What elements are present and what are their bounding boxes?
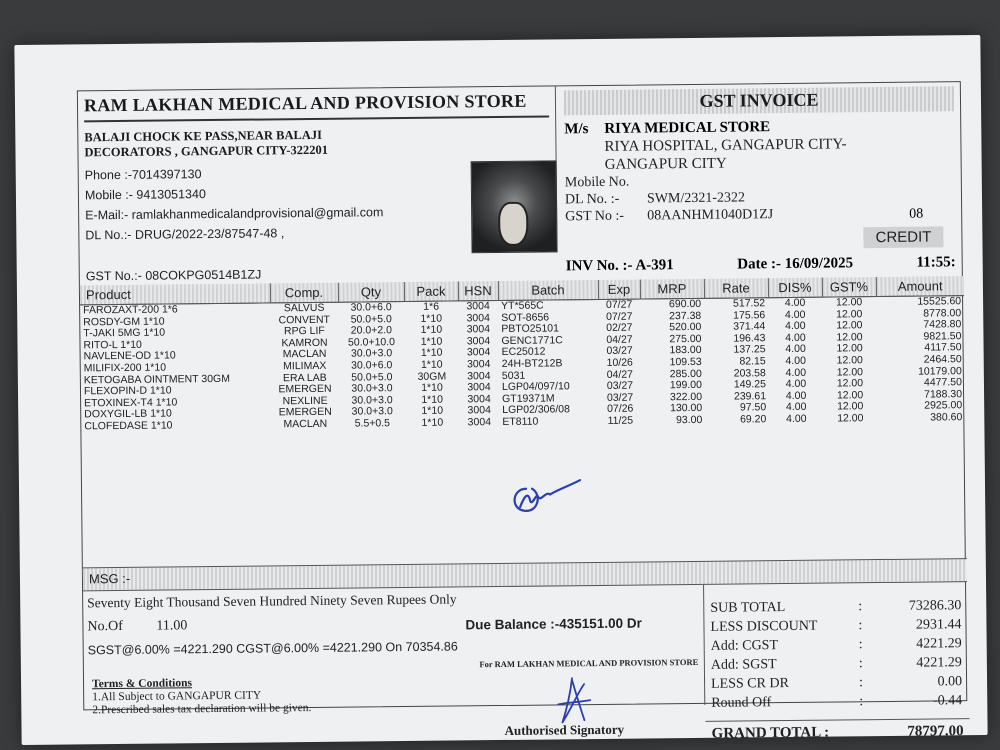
totals-colon: : [859,674,864,690]
cell-comp: MACLAN [283,417,328,431]
cell-exp: 10/26 [606,356,633,369]
cell-gst: 12.00 [835,296,863,309]
totals-label: Add: SGST [710,656,777,673]
cell-dis: 4.00 [785,343,806,356]
cell-comp: SALVUS [283,301,325,315]
cell-mrp: 275.00 [669,332,702,346]
cell-exp: 07/26 [607,402,634,416]
signature-mark [544,674,605,725]
cell-comp: KAMRON [281,336,328,350]
cell-rate: 137.25 [733,343,766,356]
mobile-label: Mobile No. [564,174,630,191]
cell-batch: SOT-8656 [501,311,550,324]
cell-hsn: 3004 [467,369,491,382]
cell-pack: 1*10 [420,346,443,360]
cell-mrp: 93.00 [675,413,703,427]
cell-hsn: 3004 [467,392,491,406]
buyer-name: RIYA MEDICAL STORE [604,119,771,137]
cell-mrp: 237.38 [669,309,702,322]
buyer-address-1: RIYA HOSPITAL, GANGAPUR CITY- [604,136,847,155]
seller-phone: Phone :-7014397130 [84,167,202,183]
cell-exp: 07/27 [605,298,633,311]
cell-amount: 2464.50 [923,353,962,366]
invoice-title: GST INVOICE [564,86,954,115]
authorised-signatory: Authorised Signatory [504,721,625,738]
col-dis: DIS% [768,278,822,298]
cell-rate: 82.15 [739,355,766,368]
cell-product: KETOGABA OINTMENT 30GM [83,372,230,386]
cell-gst: 12.00 [836,365,864,379]
cell-rate: 203.58 [733,366,766,380]
cell-pack: 1*10 [420,323,443,337]
col-mrp: MRP [640,279,704,299]
footer-left [83,585,704,738]
invoice-date: Date :- 16/09/2025 [737,254,854,273]
totals-label: Add: CGST [710,637,779,654]
cell-product: CLOFEDASE 1*10 [84,419,173,433]
cell-comp: CONVENT [278,313,330,326]
cell-amount: 7428.80 [923,318,962,331]
cell-comp: MILIMAX [283,359,327,373]
message-bar: MSG :- [83,558,967,591]
cell-hsn: 3004 [466,300,490,313]
totals-label: LESS CR DR [711,675,789,692]
cell-amount: 15525.60 [917,295,962,308]
payment-mode-badge: CREDIT [863,226,943,248]
invoice-time: 11:55: [916,253,956,271]
cell-mrp: 199.00 [669,379,703,392]
cell-qty: 50.0+5.0 [350,312,392,326]
deity-photo [471,160,558,253]
cell-batch: EC25012 [501,345,546,359]
cell-comp: EMERGEN [278,382,332,396]
col-hsn: HSN [458,281,498,301]
cell-pack: 1*10 [421,404,444,418]
cell-mrp: 183.00 [669,344,702,357]
cell-rate: 371.44 [733,320,766,333]
cell-amount: 380.60 [930,411,963,424]
term-2: 2.Prescribed sales tax declaration will be given. [92,702,312,717]
cell-gst: 12.00 [836,307,863,321]
invoice-frame [77,81,967,742]
col-product: Product [80,283,270,304]
cell-rate: 97.50 [739,401,767,414]
cell-qty: 30.0+6.0 [350,301,392,314]
cell-qty: 50.0+10.0 [347,335,396,349]
cell-dis: 4.00 [784,308,806,321]
cell-qty: 30.0+3.0 [351,382,393,395]
cell-qty: 30.0+3.0 [351,393,393,407]
item-count-value: 11.00 [156,618,188,634]
dl-value: SWM/2321-2322 [646,190,746,207]
cell-amount: 10179.00 [917,364,962,378]
seller-email: E-Mail:- ramlakhanmedicalandprovisional@gmail.com [85,205,384,223]
totals-value: 4221.29 [916,654,962,671]
col-qty: Qty [338,282,404,302]
terms-title: Terms & Conditions [91,677,193,691]
cell-rate: 149.25 [733,378,767,391]
cell-dis: 4.00 [785,354,806,367]
totals-value: 2931.44 [915,616,962,633]
buyer-gst-row [565,205,955,225]
cell-hsn: 3004 [466,334,491,348]
totals-colon: : [858,636,863,652]
cell-pack: 1*6 [423,300,440,313]
invoice-number-row [558,248,964,280]
cell-pack: 1*10 [420,312,443,325]
gst-label: GST No :- [565,208,625,225]
cell-batch: PBTO25101 [501,322,560,336]
cell-hsn: 3004 [466,346,491,359]
cell-product: ROSDY-GM 1*10 [83,315,165,328]
cell-batch: GT19371M [502,392,555,405]
cell-product: FAROZAXT-200 1*6 [83,303,178,317]
cell-exp: 03/27 [606,379,634,393]
cell-hsn: 3004 [467,416,492,429]
cell-batch: LGP04/097/10 [501,380,570,394]
totals-value: 0.00 [937,673,963,689]
terms-block [92,675,311,716]
cell-amount: 9821.50 [923,329,962,343]
cell-batch: 5031 [501,369,526,382]
grand-total-value: 78797.00 [907,723,964,740]
cell-gst: 12.00 [836,342,863,355]
totals-label: SUB TOTAL [710,599,786,616]
seller-mobile: Mobile :- 9413051340 [84,187,206,203]
cell-exp: 11/25 [607,414,634,427]
cell-amount: 4117.50 [924,341,962,354]
deity-face-shape [498,202,528,246]
totals-label: LESS DISCOUNT [710,618,818,635]
invoice-paper [14,35,987,745]
totals-colon: : [858,598,863,614]
handwritten-initial-mark [502,466,603,517]
cell-mrp: 520.00 [669,321,702,334]
cell-pack: 1*10 [421,381,443,394]
item-count-label: No.Of [87,618,123,635]
cell-gst: 12.00 [836,377,864,390]
items-table [80,276,965,433]
col-rate: Rate [704,278,768,298]
cell-batch: ET8110 [502,415,539,428]
totals-value: -0.44 [933,692,963,708]
totals-colon: : [859,693,864,709]
cell-exp: 03/27 [606,391,634,404]
cell-batch: GENC1771C [501,334,563,347]
cell-rate: 517.52 [732,297,766,310]
cell-hsn: 3004 [466,311,490,324]
cell-pack: 1*10 [420,358,443,371]
cell-rate: 239.61 [733,389,767,403]
cell-amount: 2925.00 [924,399,963,412]
cell-dis: 4.00 [785,366,807,379]
cell-dis: 4.00 [785,377,807,391]
buyer-address-2: GANGAPUR CITY [604,155,727,173]
cell-product: NAVLENE-OD 1*10 [83,349,176,363]
cell-amount: 4477.50 [923,376,963,389]
cell-gst: 12.00 [836,388,864,402]
cell-mrp: 322.00 [669,390,703,403]
ms-label: M/s [564,121,589,138]
cell-pack: 1*10 [421,416,444,429]
cell-product: T-JAKI 5MG 1*10 [83,326,166,340]
col-amount: Amount [876,276,964,296]
cell-product: RITO-L 1*10 [83,338,142,352]
cell-qty: 30.0+6.0 [351,359,393,372]
cell-pack: 1*10 [420,335,443,348]
cell-hsn: 3004 [467,381,491,394]
cell-exp: 02/27 [606,321,633,335]
cell-comp: RPG LIF [283,325,325,338]
cell-comp: EMERGEN [278,406,332,419]
cell-qty: 20.0+2.0 [350,324,393,337]
cell-dis: 4.00 [785,319,806,333]
cell-batch: 24H-BT212B [501,357,563,370]
seller-dl-no: DL No.:- DRUG/2022-23/87547-48 , [85,226,285,243]
grand-total-row [705,718,969,745]
term-1: 1.All Subject to GANGAPUR CITY [92,689,262,704]
cell-dis: 4.00 [785,389,807,402]
cell-amount: 7188.30 [924,387,963,401]
cell-mrp: 690.00 [668,297,702,311]
totals-colon: : [858,655,863,671]
cell-hsn: 3004 [466,358,491,371]
totals-colon: : [858,617,863,633]
col-exp: Exp [598,280,640,300]
totals-value: 4221.29 [916,635,962,652]
cell-exp: 07/27 [606,310,633,323]
cell-pack: 30GM [417,370,447,383]
cell-mrp: 130.00 [670,402,703,415]
cell-amount: 8778.00 [923,306,962,320]
cell-gst: 12.00 [836,330,863,344]
cell-batch: LGP02/306/08 [502,403,571,417]
totals-block [703,582,968,742]
cell-dis: 4.00 [784,296,806,310]
cell-exp: 04/27 [606,368,634,381]
gst-value: 08AANHM1040D1ZJ [647,207,774,224]
col-comp: Comp. [270,283,338,303]
cell-qty: 30.0+3.0 [351,405,393,418]
cell-product: MILIFIX-200 1*10 [83,361,167,375]
cell-product: FLEXOPIN-D 1*10 [83,384,172,398]
grand-total-label: GRAND TOTAL : [711,724,830,742]
totals-row [705,691,968,713]
cell-qty: 30.0+3.0 [350,347,393,360]
cell-mrp: 109.53 [669,355,702,369]
seller-gst-no: GST No.:- 08COKPG0514B1ZJ [85,267,262,284]
items-body [80,296,965,433]
totals-label: Round Off [711,694,772,711]
cell-comp: ERA LAB [282,371,327,384]
cell-gst: 12.00 [836,319,863,332]
amount-in-words: Seventy Eight Thousand Seven Hundred Ninety Seven Rupees Only [87,591,457,611]
cell-rate: 196.43 [733,332,766,345]
for-store-label: For RAM LAKHAN MEDICAL AND PROVISION STORE [479,656,699,670]
cell-qty: 50.0+5.0 [351,370,393,384]
col-pack: Pack [404,281,458,301]
cell-dis: 4.00 [786,412,807,425]
seller-name: RAM LAKHAN MEDICAL AND PROVISION STORE [84,90,549,122]
item-count-row [87,618,187,635]
buyer-block [556,82,964,252]
due-balance: Due Balance :-435151.00 Dr [465,615,642,633]
col-gst: GST% [822,277,876,297]
dl-label: DL No. :- [564,191,620,208]
cell-product: ETOXINEX-T4 1*10 [84,396,178,410]
cell-exp: 04/27 [606,333,633,346]
cell-gst: 12.00 [837,412,864,425]
tax-breakdown: SGST@6.00% =4221.290 CGST@6.00% =4221.290 On 70354.86 [87,639,458,658]
cell-qty: 5.5+0.5 [354,417,391,430]
cell-comp: NEXLINE [282,394,328,408]
cell-exp: 03/27 [606,344,633,358]
totals-rows [704,596,968,713]
cell-product: DOXYGIL-LB 1*10 [84,407,172,421]
invoice-number: INV No. :- A-391 [565,256,674,274]
cell-batch: YT*565C [501,299,544,312]
cell-dis: 4.00 [785,401,807,414]
cell-pack: 1*10 [421,393,443,406]
cell-comp: MACLAN [282,348,327,361]
cell-rate: 175.56 [733,308,766,322]
col-batch: Batch [498,280,598,301]
cell-dis: 4.00 [785,331,806,344]
mobile-code: 08 [909,206,924,222]
cell-hsn: 3004 [467,404,491,417]
cell-mrp: 285.00 [669,367,702,380]
cell-hsn: 3004 [466,323,491,336]
cell-gst: 12.00 [836,400,864,413]
cell-gst: 12.00 [836,354,863,367]
cell-rate: 69.20 [739,413,767,426]
totals-value: 73286.30 [908,597,962,614]
seller-address: BALAJI CHOCK KE PASS,NEAR BALAJI DECORATORS , GANGAPUR CITY-322201 [84,127,329,160]
